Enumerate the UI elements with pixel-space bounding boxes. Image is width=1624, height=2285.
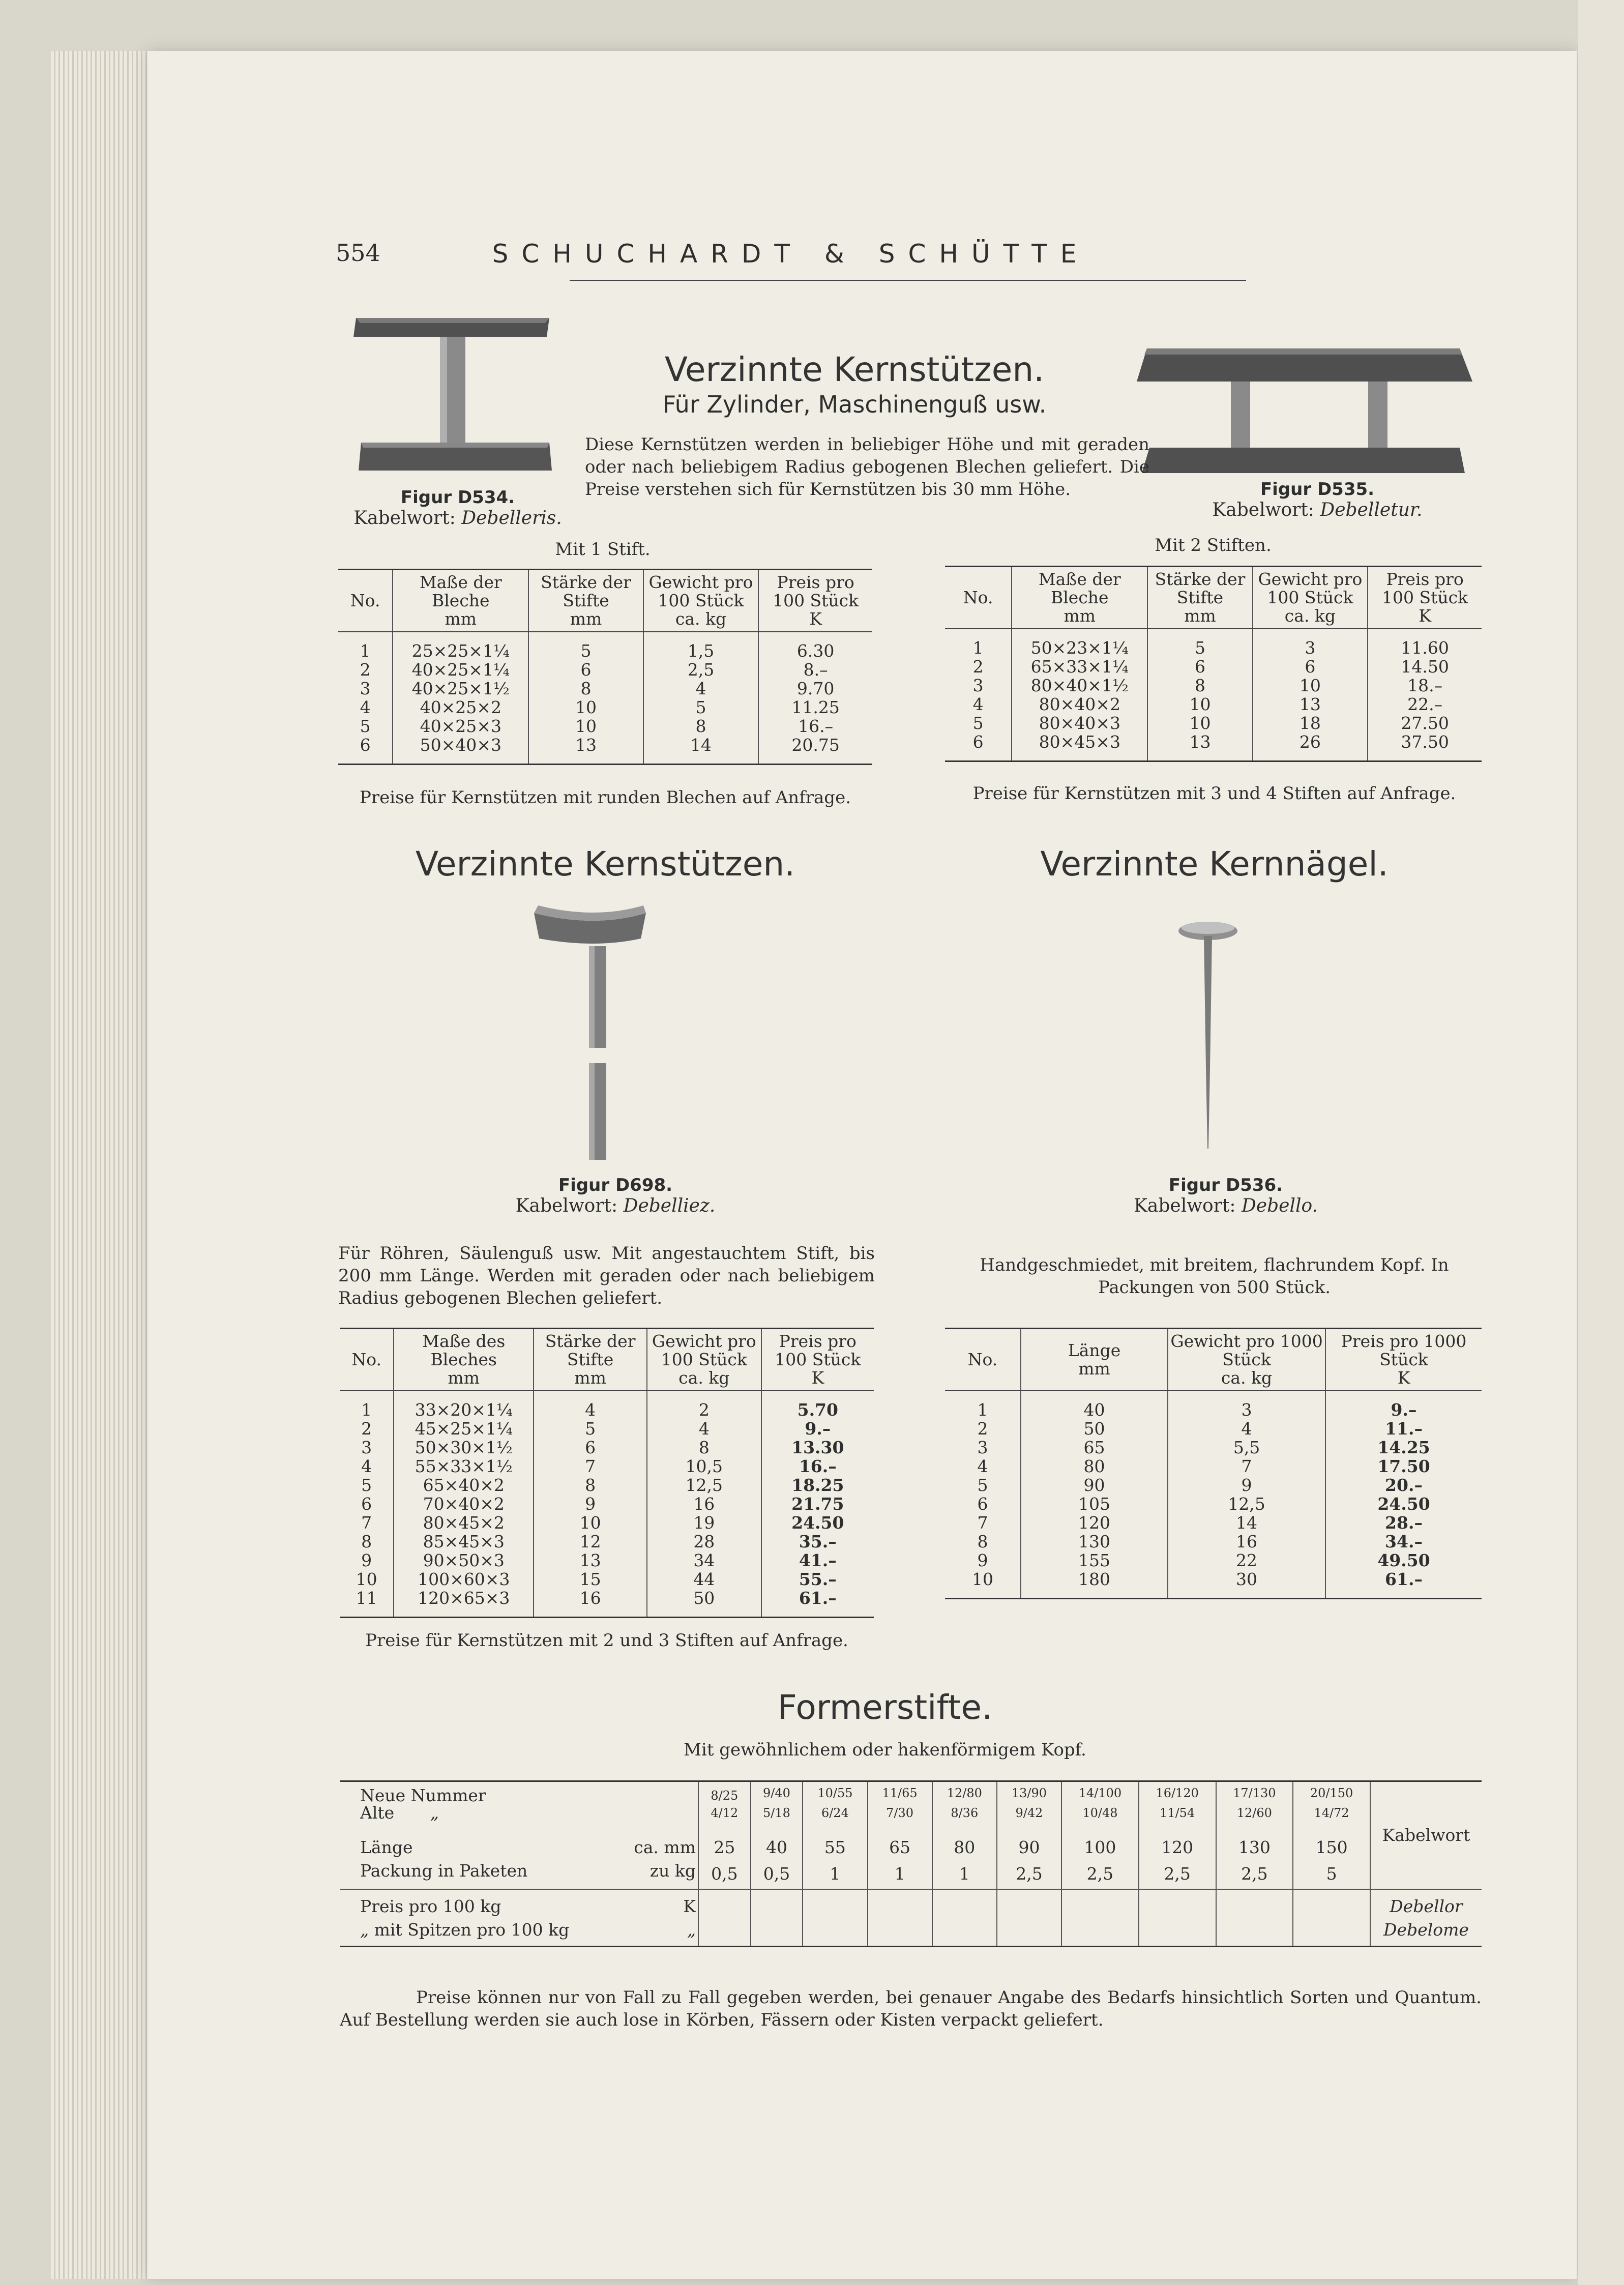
table-header: No. Maße der Bleche mm Stärke der Stifte mm Gewicht pro 100 Stück ca. kg Preis pro 100 Stück K (338, 570, 872, 632)
cell-no: 5 (361, 1475, 372, 1495)
spacer-row (338, 754, 872, 765)
table-row (945, 657, 1482, 676)
cell-preis: 6.30 (758, 641, 872, 660)
table-row (945, 1532, 1482, 1551)
cell-staerke: 13 (534, 1551, 647, 1570)
cell-laenge: 150 (1293, 1822, 1370, 1859)
cell-gewicht: 22 (1168, 1551, 1325, 1570)
cell-mass: 25×25×1¼ (393, 641, 528, 660)
cell-gewicht: 8 (647, 1438, 761, 1457)
cell-alt: 12/60 (1216, 1804, 1293, 1822)
table-row (338, 736, 872, 754)
spacer-row (338, 632, 872, 641)
cell-gewicht: 19 (647, 1513, 761, 1532)
running-title: SCHUCHARDT & SCHÜTTE (492, 239, 1090, 269)
cell-staerke: 15 (534, 1570, 647, 1589)
cell-no: 10 (356, 1569, 377, 1589)
cell-neu: 10/55 (803, 1781, 867, 1805)
table-row (945, 1419, 1482, 1438)
cell-neu: 12/80 (932, 1781, 997, 1805)
spacer-row (945, 751, 1482, 761)
cell-no: 4 (361, 1456, 372, 1476)
table-row (340, 1419, 874, 1438)
cell-gewicht: 4 (1168, 1419, 1325, 1438)
cell-preis: 18.25 (761, 1476, 874, 1495)
cell-staerke: 12 (534, 1532, 647, 1551)
figure-d534-illustration (351, 300, 554, 478)
table-right-caption: Mit 2 Stiften. (1155, 535, 1272, 555)
section3-title: Verzinnte Kernnägel. (1040, 844, 1389, 884)
figure-d536-illustration (1167, 916, 1249, 1155)
row-preis: Preis pro 100 kg K Debellor (340, 1889, 1482, 1918)
kabelwort: Kabelwort: Debello. (1134, 1195, 1318, 1216)
cell-no: 6 (972, 732, 984, 752)
cell-mass: 85×45×3 (394, 1532, 534, 1551)
cell-packung: 2,5 (997, 1859, 1061, 1889)
kabelwort-header: Kabelwort (1370, 1781, 1482, 1890)
cell-gewicht: 26 (1253, 733, 1368, 751)
cell-preis: 17.50 (1325, 1457, 1482, 1476)
cell-gewicht: 28 (647, 1532, 761, 1551)
cell-preis: 41.– (761, 1551, 874, 1570)
cell-gewicht: 12,5 (647, 1476, 761, 1495)
cell-preis: 11.25 (758, 698, 872, 717)
cell-staerke: 10 (534, 1513, 647, 1532)
cell-preis: 24.50 (1325, 1495, 1482, 1513)
cell-no: 4 (977, 1456, 988, 1476)
cell-no: 6 (977, 1494, 988, 1514)
cell-mass: 100×60×3 (394, 1570, 534, 1589)
cell-preis: 14.25 (1325, 1438, 1482, 1457)
cell-alt: 5/18 (751, 1804, 803, 1822)
cell-no: 8 (361, 1532, 372, 1551)
spacer-row (945, 1391, 1482, 1400)
kabelwort: Kabelwort: Debelliez. (515, 1195, 716, 1216)
cell-preis: 24.50 (761, 1513, 874, 1532)
cell-no: 1 (977, 1400, 988, 1420)
cell-preis: 9.– (761, 1419, 874, 1438)
cell-no: 3 (972, 676, 984, 695)
cell-staerke: 7 (534, 1457, 647, 1476)
cell-gewicht: 50 (647, 1589, 761, 1607)
spacer-row (340, 1391, 874, 1400)
cell-gewicht: 14 (1168, 1513, 1325, 1532)
cell-preis: 61.– (761, 1589, 874, 1607)
cell-staerke: 13 (528, 736, 643, 754)
section2-note: Preise für Kernstützen mit 2 und 3 Stiften auf Anfrage. (365, 1630, 848, 1651)
cell-no: 5 (360, 716, 371, 736)
formerstifte-table (340, 1780, 1482, 1947)
cell-no: 2 (977, 1419, 988, 1439)
table-row (945, 733, 1482, 751)
cell-gewicht: 44 (647, 1570, 761, 1589)
cell-staerke: 8 (1147, 676, 1252, 695)
page-number: 554 (336, 239, 380, 267)
cell-laenge: 130 (1216, 1822, 1293, 1859)
cell-preis: 27.50 (1368, 714, 1482, 733)
cell-preis: 34.– (1325, 1532, 1482, 1551)
row-packung: Packung in Paketen zu kg 0,5 0,5 1 1 1 2,5 2,5 2,5 2,5 5 (340, 1859, 1482, 1889)
cell-laenge: 180 (1021, 1570, 1168, 1589)
table-row (340, 1551, 874, 1570)
table-row (340, 1570, 874, 1589)
book-page-edges (51, 51, 153, 2279)
cell-mass: 40×25×2 (393, 698, 528, 717)
cell-alt: 8/36 (932, 1804, 997, 1822)
table-kernstuetzen-rohre (340, 1328, 874, 1618)
cell-no: 4 (360, 697, 371, 717)
table-row (338, 717, 872, 736)
section4-footer: Preise können nur von Fall zu Fall gegeben werden, bei genauer Angabe des Bedarfs hinsichtlich Sorten und Quantum. Auf Bestellung werden sie auch lose in Körben, Fässern oder Kisten verpackt geliefert. (340, 1987, 1482, 2030)
cell-preis: 18.– (1368, 676, 1482, 695)
table-row (945, 1476, 1482, 1495)
section2-title: Verzinnte Kernstützen. (415, 844, 795, 884)
cell-preis: 35.– (761, 1532, 874, 1551)
table-left-caption: Mit 1 Stift. (555, 539, 651, 560)
cell-laenge: 40 (1021, 1400, 1168, 1419)
cell-mass: 50×30×1½ (394, 1438, 534, 1457)
cell-no: 2 (361, 1419, 372, 1439)
cell-gewicht: 6 (1253, 657, 1368, 676)
kabelwort: Kabelwort: Debelleris. (353, 508, 562, 529)
table-row (945, 714, 1482, 733)
cell-no: 10 (971, 1569, 993, 1589)
cell-staerke: 5 (528, 641, 643, 660)
table-2-stiften (945, 566, 1482, 762)
figure-label: Figur D534. (400, 487, 515, 508)
cell-packung: 1 (803, 1859, 867, 1889)
section3-description: Handgeschmiedet, mit breitem, flachrundem Kopf. In Packungen von 500 Stück. (980, 1255, 1449, 1298)
cell-mass: 120×65×3 (394, 1589, 534, 1607)
figure-d698-illustration (524, 890, 666, 1165)
cell-alt: 10/48 (1061, 1804, 1139, 1822)
table-left-note: Preise für Kernstützen mit runden Blechen auf Anfrage. (360, 787, 851, 808)
header-rule (570, 280, 1246, 281)
table-row (945, 638, 1482, 657)
section1-title: Verzinnte Kernstützen. (664, 350, 1045, 389)
cell-gewicht: 2 (647, 1400, 761, 1419)
cell-no: 2 (360, 660, 371, 680)
cell-no: 3 (361, 1438, 372, 1457)
cell-gewicht: 10,5 (647, 1457, 761, 1476)
cell-laenge: 100 (1061, 1822, 1139, 1859)
row-alte-nummer: Alte „ 4/12 5/18 6/24 7/30 8/36 9/42 10/48 11/54 12/60 14/72 (340, 1804, 1482, 1822)
table-row (340, 1457, 874, 1476)
figure-d534-caption (331, 487, 585, 529)
cell-mass: 40×25×3 (393, 717, 528, 736)
cell-packung: 1 (932, 1859, 997, 1889)
section1-description: Diese Kernstützen werden in beliebiger Höhe und mit geraden oder nach beliebigem Radius gebogenen Blechen geliefert. Die Preise verstehen sich für Kernstützen bis 30 mm Höhe. (585, 434, 1149, 500)
next-page-edge (1578, 0, 1624, 2285)
spacer-row (945, 629, 1482, 638)
cell-gewicht: 12,5 (1168, 1495, 1325, 1513)
table-row (340, 1495, 874, 1513)
cell-preis: 37.50 (1368, 733, 1482, 751)
cell-no: 1 (972, 638, 984, 658)
cell-packung: 2,5 (1061, 1859, 1139, 1889)
cell-packung: 2,5 (1139, 1859, 1216, 1889)
table-row (945, 695, 1482, 714)
table-1-stift (338, 569, 872, 765)
cell-no: 2 (972, 657, 984, 677)
cell-staerke: 13 (1147, 733, 1252, 751)
table-row (340, 1589, 874, 1607)
section2-description: Für Röhren, Säulenguß usw. Mit angestauchtem Stift, bis 200 mm Länge. Werden mit geraden oder nach beliebigem Radius gebogenen Blechen geliefert. (338, 1243, 875, 1308)
cell-staerke: 5 (534, 1419, 647, 1438)
kabelwort-preis: Debellor (1370, 1889, 1482, 1918)
figure-d535-illustration (1134, 343, 1475, 483)
cell-mass: 70×40×2 (394, 1495, 534, 1513)
cell-preis: 21.75 (761, 1495, 874, 1513)
table-header: No. Maße der Bleche mm Stärke der Stifte mm Gewicht pro 100 Stück ca. kg Preis pro 100 Stück K (945, 567, 1482, 629)
cell-preis: 14.50 (1368, 657, 1482, 676)
cell-preis: 11.60 (1368, 638, 1482, 657)
cell-no: 6 (360, 735, 371, 755)
section4-subtitle: Mit gewöhnlichem oder hakenförmigem Kopf. (684, 1740, 1086, 1760)
cell-gewicht: 2,5 (643, 660, 759, 679)
table-row (945, 1551, 1482, 1570)
cell-mass: 80×40×1½ (1012, 676, 1147, 695)
cell-staerke: 10 (1147, 695, 1252, 714)
cell-gewicht: 34 (647, 1551, 761, 1570)
cell-staerke: 9 (534, 1495, 647, 1513)
figure-d698-caption (488, 1175, 743, 1216)
table-row (945, 1570, 1482, 1589)
cell-neu: 8/25 (698, 1781, 751, 1805)
cell-staerke: 5 (1147, 638, 1252, 657)
cell-no: 9 (361, 1550, 372, 1570)
cell-gewicht: 14 (643, 736, 759, 754)
cell-gewicht: 3 (1253, 638, 1368, 657)
table-row (340, 1532, 874, 1551)
table-row (340, 1476, 874, 1495)
cell-gewicht: 3 (1168, 1400, 1325, 1419)
table-row (340, 1438, 874, 1457)
table-header: No. Maße des Bleches mm Stärke der Stifte mm Gewicht pro 100 Stück ca. kg Preis pro 100 Stück K (340, 1329, 874, 1391)
cell-packung: 1 (868, 1859, 932, 1889)
cell-gewicht: 30 (1168, 1570, 1325, 1589)
table-row (338, 698, 872, 717)
cell-mass: 65×40×2 (394, 1476, 534, 1495)
cell-preis: 61.– (1325, 1570, 1482, 1589)
cell-preis: 28.– (1325, 1513, 1482, 1532)
cell-mass: 90×50×3 (394, 1551, 534, 1570)
cell-gewicht: 18 (1253, 714, 1368, 733)
table-row (945, 1400, 1482, 1419)
cell-staerke: 16 (534, 1589, 647, 1607)
cell-laenge: 120 (1021, 1513, 1168, 1532)
cell-no: 8 (977, 1532, 988, 1551)
cell-laenge: 80 (1021, 1457, 1168, 1476)
cell-mass: 40×25×1¼ (393, 660, 528, 679)
cell-mass: 50×23×1¼ (1012, 638, 1147, 657)
cell-packung: 5 (1293, 1859, 1370, 1889)
cell-gewicht: 4 (647, 1419, 761, 1438)
cell-no: 11 (356, 1588, 377, 1608)
table-row (340, 1513, 874, 1532)
table-row (340, 1400, 874, 1419)
cell-preis: 16.– (758, 717, 872, 736)
figure-label: Figur D536. (1168, 1175, 1283, 1195)
cell-laenge: 50 (1021, 1419, 1168, 1438)
cell-laenge: 55 (803, 1822, 867, 1859)
cell-no: 5 (972, 713, 984, 733)
cell-neu: 13/90 (997, 1781, 1061, 1805)
cell-staerke: 10 (528, 698, 643, 717)
cell-mass: 40×25×1½ (393, 679, 528, 698)
cell-preis: 5.70 (761, 1400, 874, 1419)
figure-d536-caption (1099, 1175, 1353, 1216)
cell-mass: 80×45×2 (394, 1513, 534, 1532)
cell-mass: 65×33×1¼ (1012, 657, 1147, 676)
cell-gewicht: 8 (643, 717, 759, 736)
section1-subtitle: Für Zylinder, Maschinenguß usw. (662, 391, 1047, 418)
cell-gewicht: 16 (1168, 1532, 1325, 1551)
cell-neu: 9/40 (751, 1781, 803, 1805)
cell-alt: 14/72 (1293, 1804, 1370, 1822)
cell-preis: 8.– (758, 660, 872, 679)
row-preis-spitzen: „ mit Spitzen pro 100 kg „ Debelome (340, 1918, 1482, 1947)
cell-laenge: 105 (1021, 1495, 1168, 1513)
cell-no: 1 (361, 1400, 372, 1420)
cell-staerke: 8 (534, 1476, 647, 1495)
cell-preis: 49.50 (1325, 1551, 1482, 1570)
spacer-row (340, 1607, 874, 1618)
cell-no: 4 (972, 694, 984, 714)
cell-mass: 80×40×2 (1012, 695, 1147, 714)
table-row (945, 1495, 1482, 1513)
cell-staerke: 6 (1147, 657, 1252, 676)
cell-gewicht: 13 (1253, 695, 1368, 714)
cell-alt: 9/42 (997, 1804, 1061, 1822)
cell-mass: 45×25×1¼ (394, 1419, 534, 1438)
figure-label: Figur D698. (558, 1175, 673, 1195)
cell-gewicht: 4 (643, 679, 759, 698)
figure-d535-caption (1185, 479, 1450, 520)
cell-gewicht: 1,5 (643, 641, 759, 660)
cell-no: 5 (977, 1475, 988, 1495)
cell-gewicht: 9 (1168, 1476, 1325, 1495)
cell-gewicht: 10 (1253, 676, 1368, 695)
cell-laenge: 90 (997, 1822, 1061, 1859)
cell-gewicht: 7 (1168, 1457, 1325, 1476)
cell-mass: 80×40×3 (1012, 714, 1147, 733)
row-neue-nummer: Neue Nummer 8/25 9/40 10/55 11/65 12/80 13/90 14/100 16/120 17/130 20/150 Kabelwort (340, 1781, 1482, 1805)
cell-no: 6 (361, 1494, 372, 1514)
cell-preis: 22.– (1368, 695, 1482, 714)
cell-staerke: 10 (1147, 714, 1252, 733)
cell-neu: 20/150 (1293, 1781, 1370, 1805)
cell-preis: 9.– (1325, 1400, 1482, 1419)
row-laenge: Länge ca. mm 25 40 55 65 80 90 100 120 130 150 (340, 1822, 1482, 1859)
cell-laenge: 25 (698, 1822, 751, 1859)
cell-preis: 11.– (1325, 1419, 1482, 1438)
cell-laenge: 90 (1021, 1476, 1168, 1495)
table-header: No. Länge mm Gewicht pro 1000 Stück ca. kg Preis pro 1000 Stück K (945, 1329, 1482, 1391)
cell-laenge: 120 (1139, 1822, 1216, 1859)
cell-laenge: 80 (932, 1822, 997, 1859)
cell-preis: 55.– (761, 1570, 874, 1589)
cell-alt: 7/30 (868, 1804, 932, 1822)
cell-staerke: 6 (528, 660, 643, 679)
cell-preis: 9.70 (758, 679, 872, 698)
cell-preis: 20.75 (758, 736, 872, 754)
cell-staerke: 4 (534, 1400, 647, 1419)
table-row (338, 641, 872, 660)
table-row (338, 660, 872, 679)
page-header (336, 239, 1246, 281)
figure-label: Figur D535. (1260, 479, 1375, 500)
table-row (338, 679, 872, 698)
cell-no: 9 (977, 1550, 988, 1570)
table-row (945, 1513, 1482, 1532)
cell-mass: 80×45×3 (1012, 733, 1147, 751)
cell-gewicht: 16 (647, 1495, 761, 1513)
cell-packung: 2,5 (1216, 1859, 1293, 1889)
table-row (945, 676, 1482, 695)
cell-staerke: 8 (528, 679, 643, 698)
cell-packung: 0,5 (698, 1859, 751, 1889)
cell-laenge: 155 (1021, 1551, 1168, 1570)
cell-neu: 17/130 (1216, 1781, 1293, 1805)
cell-staerke: 6 (534, 1438, 647, 1457)
cell-mass: 55×33×1½ (394, 1457, 534, 1476)
cell-laenge: 40 (751, 1822, 803, 1859)
spacer-row (945, 1589, 1482, 1599)
cell-preis: 13.30 (761, 1438, 874, 1457)
cell-neu: 16/120 (1139, 1781, 1216, 1805)
cell-preis: 20.– (1325, 1476, 1482, 1495)
cell-alt: 4/12 (698, 1804, 751, 1822)
table-right-note: Preise für Kernstützen mit 3 und 4 Stiften auf Anfrage. (972, 783, 1456, 804)
table-row (945, 1438, 1482, 1457)
cell-no: 3 (360, 679, 371, 698)
cell-staerke: 10 (528, 717, 643, 736)
table-row (945, 1457, 1482, 1476)
cell-packung: 0,5 (751, 1859, 803, 1889)
table-kernnaegel (945, 1328, 1482, 1599)
cell-no: 3 (977, 1438, 988, 1457)
cell-gewicht: 5 (643, 698, 759, 717)
cell-neu: 14/100 (1061, 1781, 1139, 1805)
cell-mass: 50×40×3 (393, 736, 528, 754)
cell-gewicht: 5,5 (1168, 1438, 1325, 1457)
cell-no: 7 (977, 1513, 988, 1533)
cell-alt: 11/54 (1139, 1804, 1216, 1822)
cell-neu: 11/65 (868, 1781, 932, 1805)
cell-laenge: 65 (1021, 1438, 1168, 1457)
cell-mass: 33×20×1¼ (394, 1400, 534, 1419)
cell-alt: 6/24 (803, 1804, 867, 1822)
cell-no: 1 (360, 641, 371, 661)
cell-no: 7 (361, 1513, 372, 1533)
cell-laenge: 65 (868, 1822, 932, 1859)
section4-title: Formerstifte. (777, 1688, 993, 1727)
kabelwort-spitzen: Debelome (1370, 1918, 1482, 1947)
cell-laenge: 130 (1021, 1532, 1168, 1551)
kabelwort: Kabelwort: Debelletur. (1212, 500, 1423, 520)
cell-preis: 16.– (761, 1457, 874, 1476)
